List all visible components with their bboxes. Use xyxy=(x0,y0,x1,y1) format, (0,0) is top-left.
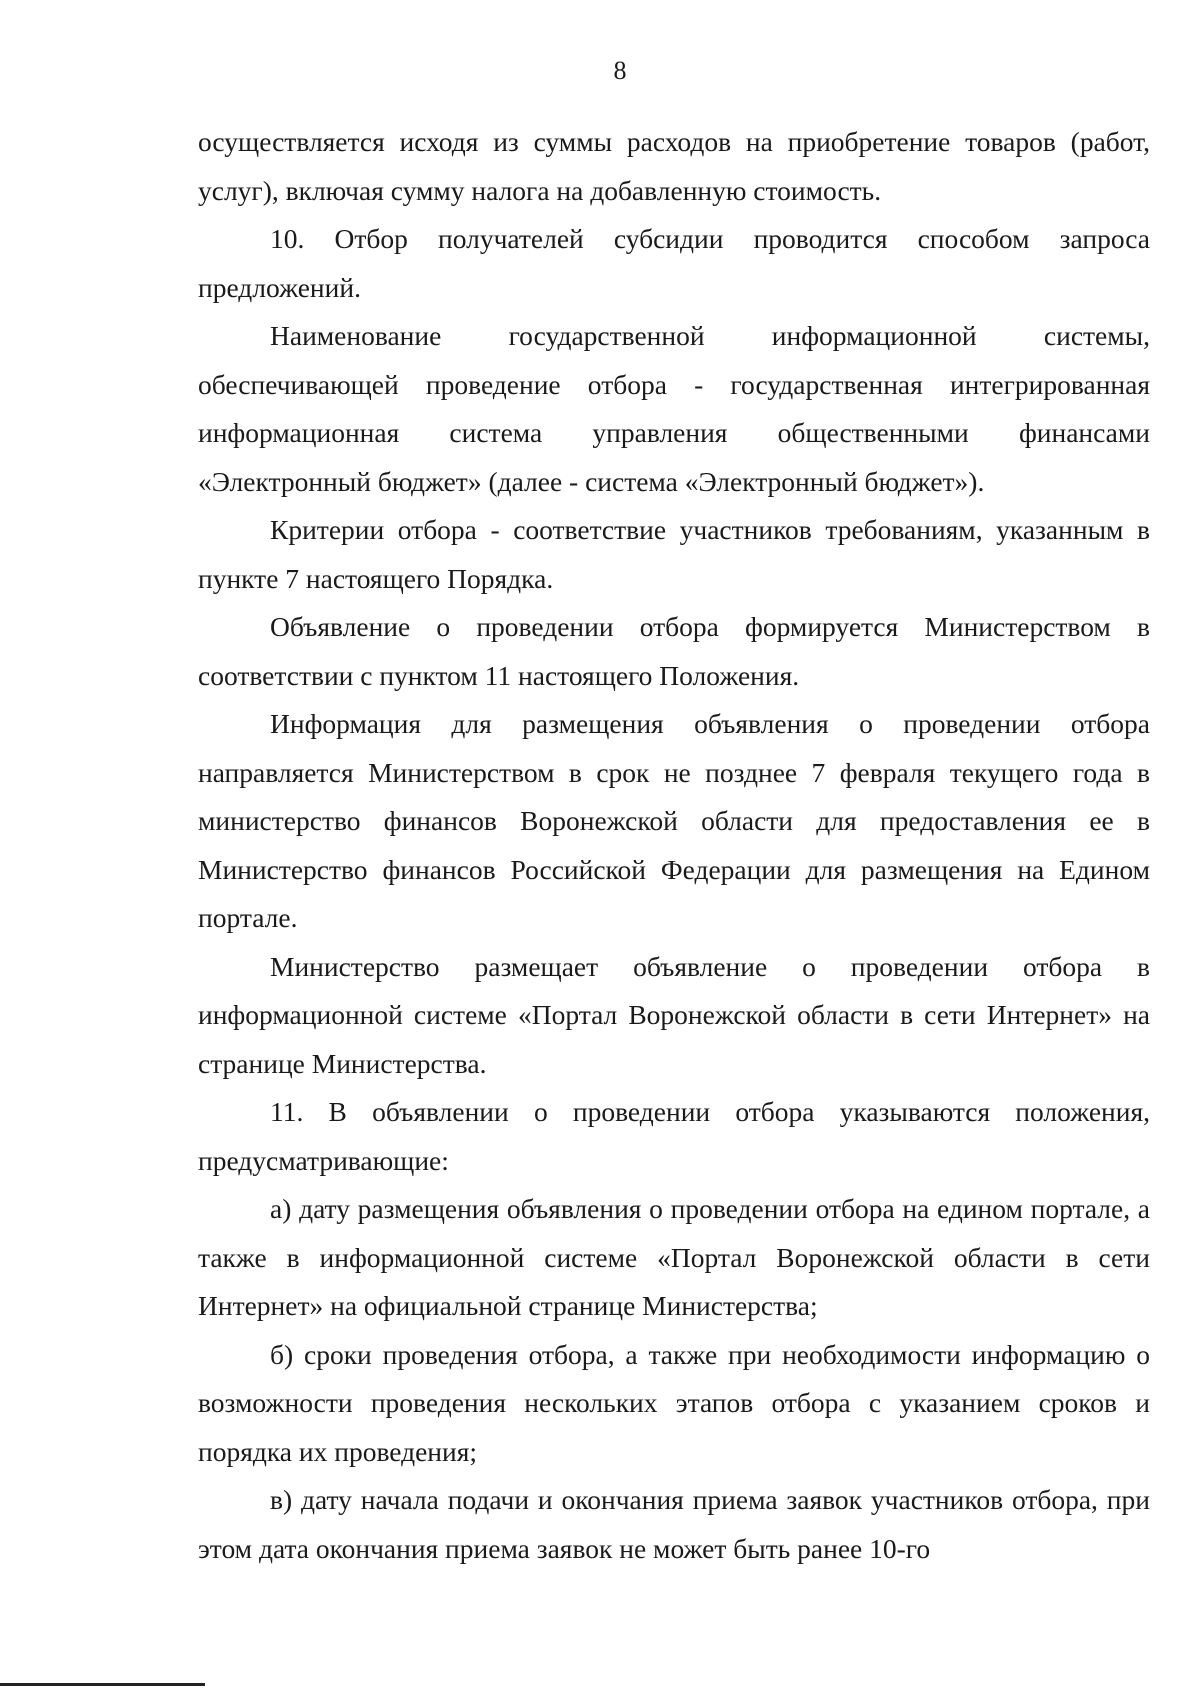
paragraph-continuation: осуществляется исходя из суммы расходов на приобретение товаров (работ, услуг), включая сумму налога на добавленную стоимость. xyxy=(198,126,1150,206)
paragraph-system-name: Наименование государственной информационной системы, обеспечивающей проведение отбора - государственная интегрированная информационная система управления общественными финансами «Электронный бюджет» (далее - система «Электронный бюджет»). xyxy=(198,320,1150,497)
paragraph-subitem-v: в) дату начала подачи и окончания приема заявок участников отбора, при этом дата окончания приема заявок не может быть ранее 10-го xyxy=(198,1484,1150,1564)
paragraph-subitem-b: б) сроки проведения отбора, а также при необходимости информацию о возможности проведения нескольких этапов отбора с указанием сроков и порядка их проведения; xyxy=(198,1338,1150,1467)
paragraph-item-11: 11. В объявлении о проведении отбора указываются положения, предусматривающие: xyxy=(198,1096,1150,1176)
paragraph-subitem-a: а) дату размещения объявления о проведении отбора на едином портале, а также в информационной системе «Портал Воронежской области в сети Интернет» на официальной странице Министерства; xyxy=(198,1193,1150,1321)
document-body xyxy=(198,118,1150,1573)
paragraph-ministry-posts: Министерство размещает объявление о проведении отбора в информационной системе «Портал Воронежской области в сети Интернет» на странице Министерства. xyxy=(198,950,1150,1079)
footer-rule xyxy=(0,1683,205,1686)
page-number: 8 xyxy=(613,56,627,85)
paragraph-criteria: Критерии отбора - соответствие участников требованиям, указанным в пункте 7 настоящего Порядка. xyxy=(198,514,1150,594)
paragraph-announcement: Объявление о проведении отбора формируется Министерством в соответствии с пунктом 11 настоящего Положения. xyxy=(198,611,1150,691)
paragraph-item-10: 10. Отбор получателей субсидии проводится способом запроса предложений. xyxy=(198,223,1150,303)
paragraph-information: Информация для размещения объявления о проведении отбора направляется Министерством в срок не позднее 7 февраля текущего года в министерство финансов Воронежской области для предоставления ее в Министерство финансов Российской Федерации для размещения на Едином портале. xyxy=(198,708,1150,933)
